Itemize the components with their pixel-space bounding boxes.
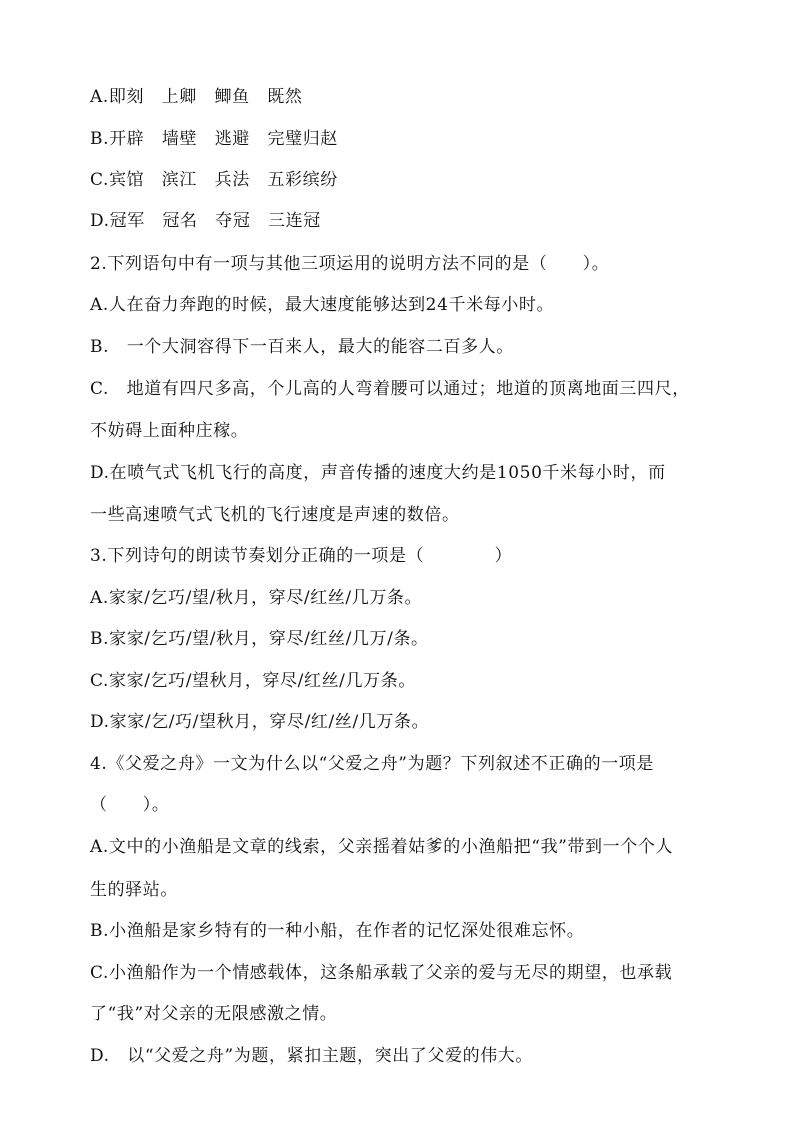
question-2-option-a: A.人在奋力奔跑的时候，最大速度能够达到24千米每小时。 bbox=[90, 295, 555, 315]
question-4-option-c: C.小渔船作为一个情感载体，这条船承载了父亲的爱与无尽的期望，也承载 bbox=[90, 963, 673, 983]
question-4-option-b: B.小渔船是家乡特有的一种小船，在作者的记忆深处很难忘怀。 bbox=[90, 921, 585, 941]
question-2-option-c: C. 地道有四尺多高，个儿高的人弯着腰可以通过；地道的顶离地面三四尺， bbox=[90, 379, 690, 399]
option-line-a: A.即刻 上卿 鲫鱼 既然 bbox=[90, 87, 303, 107]
question-2-option-d: D.在喷气式飞机飞行的高度，声音传播的速度大约是1050千米每小时，而 bbox=[90, 463, 666, 483]
question-3-option-c: C.家家/乞巧/望秋月，穿尽/红丝/几万条。 bbox=[90, 671, 416, 691]
question-4-stem: 4.《父爱之舟》一文为什么以“父爱之舟”为题？下列叙述不正确的一项是 bbox=[90, 754, 654, 774]
question-3-stem: 3.下列诗句的朗读节奏划分正确的一项是（ ） bbox=[90, 546, 513, 566]
question-4-option-a: A.文中的小渔船是文章的线索，父亲摇着姑爹的小渔船把“我”带到一个个人 bbox=[90, 837, 674, 857]
option-line-d: D.冠军 冠名 夺冠 三连冠 bbox=[90, 211, 321, 231]
question-2-option-b: B. 一个大洞容得下一百来人，最大的能容二百多人。 bbox=[90, 337, 514, 357]
question-4-option-d: D. 以“父爱之舟”为题，紧扣主题，突出了父爱的伟大。 bbox=[90, 1046, 534, 1066]
question-3-option-a: A.家家/乞巧/望/秋月，穿尽/红丝/几万条。 bbox=[90, 588, 423, 608]
option-line-c: C.宾馆 滨江 兵法 五彩缤纷 bbox=[90, 170, 338, 190]
question-4-option-a-cont: 生的驿站。 bbox=[90, 880, 178, 900]
question-4-stem-cont: （ ）。 bbox=[90, 795, 170, 815]
question-3-option-b: B.家家/乞巧/望/秋月，穿尽/红丝/几万/条。 bbox=[90, 629, 429, 649]
question-2-option-d-cont: 一些高速喷气式飞机的飞行速度是声速的数倍。 bbox=[90, 505, 460, 525]
question-2-option-c-cont: 不妨碍上面种庄稼。 bbox=[90, 421, 249, 441]
question-4-option-c-cont: 了“我”对父亲的无限感激之情。 bbox=[90, 1004, 338, 1024]
question-3-option-d: D.家家/乞/巧/望秋月，穿尽/红/丝/几万条。 bbox=[90, 712, 430, 732]
question-2-stem: 2.下列语句中有一项与其他三项运用的说明方法不同的是（ ）。 bbox=[90, 254, 610, 274]
option-line-b: B.开辟 墙壁 逃避 完璧归赵 bbox=[90, 129, 338, 149]
